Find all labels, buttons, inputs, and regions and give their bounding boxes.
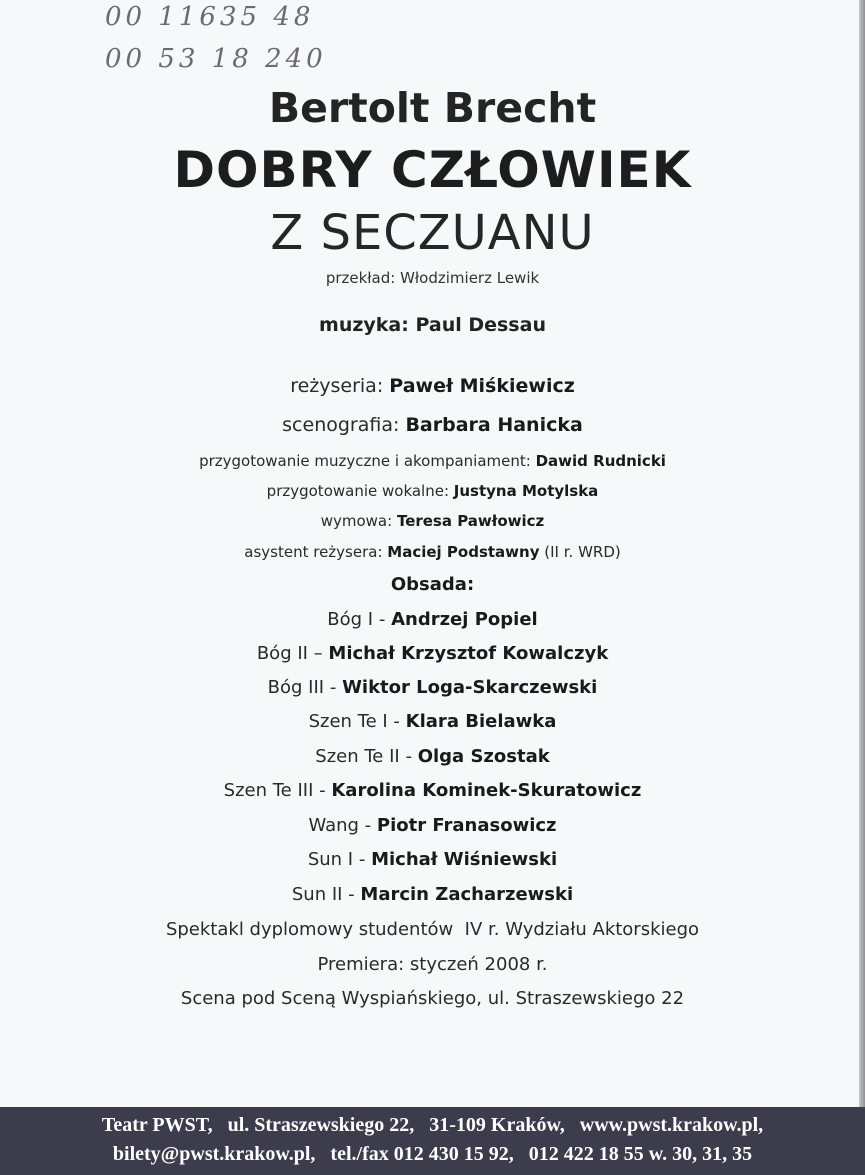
cast-item [0, 849, 865, 870]
cast-item [0, 746, 865, 767]
handwritten-catalog-number-1: 00 11635 48 [105, 2, 315, 32]
credit-role: przygotowanie muzyczne i akompaniament: [199, 452, 531, 470]
cast-item [0, 711, 865, 732]
cast-role: Bóg III - [267, 677, 337, 698]
translation-credit: przekład: Włodzimierz Lewik [325, 269, 540, 287]
credit-music-preparation [0, 452, 865, 470]
cast-actor: Michał Krzysztof Kowalczyk [328, 643, 609, 664]
cast-item [0, 609, 865, 630]
credit-role: reżyseria: [290, 375, 384, 397]
credit-vocal-preparation [0, 482, 865, 500]
credit-role: przygotowanie wokalne: [266, 482, 450, 500]
cast-actor: Andrzej Popiel [391, 609, 538, 630]
credit-name: Teresa Pawłowicz [396, 512, 545, 530]
diploma-note: Spektakl dyplomowy studentów IV r. Wydziału Aktorskiego [165, 919, 700, 940]
credit-role: asystent reżysera: [244, 543, 383, 561]
cast-role: Szen Te II - [315, 746, 412, 767]
premiere-note: Premiera: styczeń 2008 r. [317, 954, 548, 975]
credit-role: wymowa: [320, 512, 393, 530]
cast-role: Wang - [308, 815, 372, 836]
cast-actor: Wiktor Loga-Skarczewski [342, 677, 598, 698]
cast-item [0, 780, 865, 801]
cast-item [0, 643, 865, 664]
contact-footer [0, 1107, 865, 1175]
music-credit: muzyka: Paul Dessau [319, 314, 546, 336]
credit-suffix: (II r. WRD) [544, 543, 621, 561]
credit-name: Barbara Hanicka [405, 414, 583, 436]
cast-item [0, 884, 865, 905]
cast-role: Szen Te III - [223, 780, 326, 801]
credit-name: Dawid Rudnicki [535, 452, 666, 470]
footer-address: Teatr PWST, ul. Straszewskiego 22, 31-109 Kraków, www.pwst.krakow.pl, [101, 1114, 764, 1136]
cast-role: Sun II - [291, 884, 355, 905]
handwritten-catalog-number-2: 00 53 18 240 [105, 44, 327, 74]
credit-name: Maciej Podstawny [387, 543, 540, 561]
venue-note: Scena pod Sceną Wyspiańskiego, ul. Straszewskiego 22 [180, 988, 685, 1009]
credit-director [0, 375, 865, 397]
cast-role: Bóg II – [256, 643, 323, 664]
cast-role: Bóg I - [327, 609, 386, 630]
credit-diction [0, 512, 865, 530]
credit-assistant-director [0, 543, 865, 561]
credit-role: scenografia: [282, 414, 400, 436]
cast-actor: Michał Wiśniewski [371, 849, 558, 870]
credit-name: Justyna Motylska [453, 482, 599, 500]
cast-actor: Marcin Zacharzewski [360, 884, 574, 905]
play-title: DOBRY CZŁOWIEK [173, 141, 692, 199]
cast-actor: Karolina Kominek-Skuratowicz [331, 780, 642, 801]
cast-role: Sun I - [307, 849, 366, 870]
footer-contact: bilety@pwst.krakow.pl, tel./fax 012 430 15 92, 012 422 18 55 w. 30, 31, 35 [112, 1143, 753, 1165]
cast-heading-label: Obsada: [390, 574, 475, 595]
cast-item [0, 677, 865, 698]
cast-item [0, 815, 865, 836]
cast-actor: Piotr Franasowicz [376, 815, 557, 836]
credit-name: Paweł Miśkiewicz [389, 375, 575, 397]
cast-role: Szen Te I - [308, 711, 400, 732]
cast-actor: Klara Bielawka [405, 711, 557, 732]
cast-heading [0, 574, 865, 595]
play-subtitle: Z SECZUANU [270, 205, 595, 261]
credit-scenography [0, 414, 865, 436]
cast-actor: Olga Szostak [417, 746, 550, 767]
author: Bertolt Brecht [268, 84, 597, 132]
